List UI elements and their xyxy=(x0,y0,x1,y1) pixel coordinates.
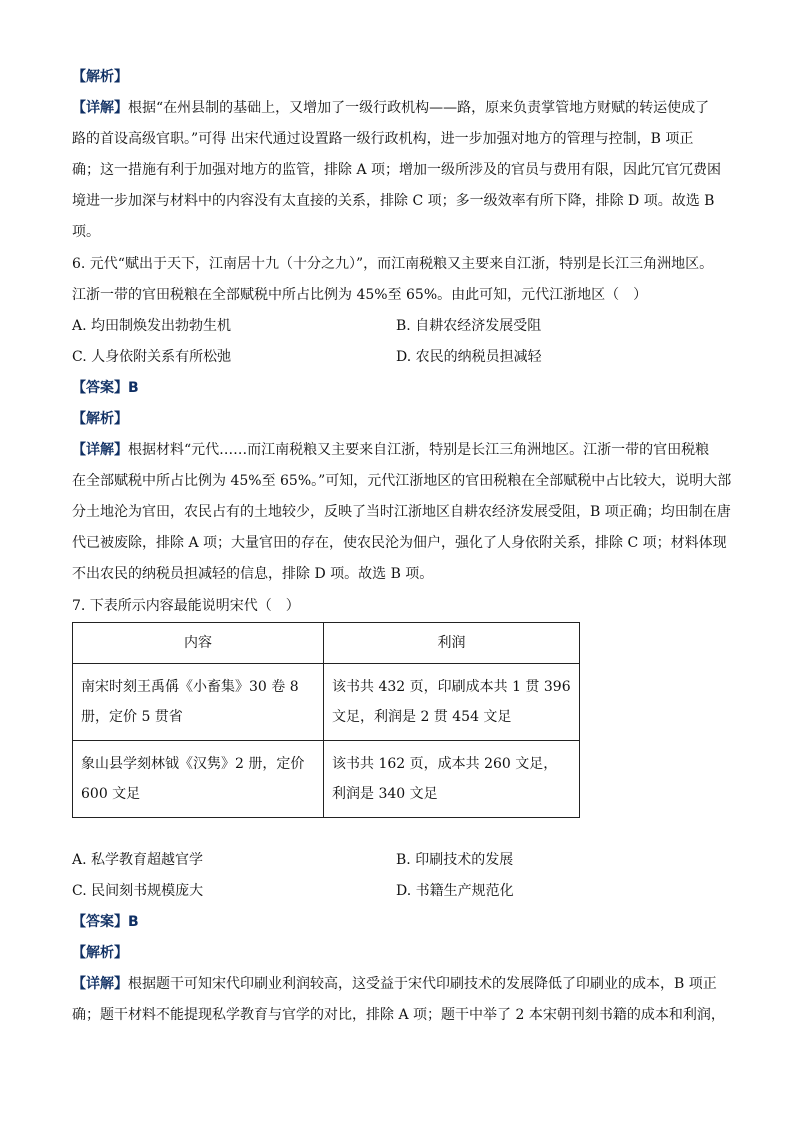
analysis-heading: 【解析】 xyxy=(72,69,128,85)
detail-line: 代已被废除，排除 A 项；大量官田的存在，使农民沦为佃户，强化了人身依附关系，排除 C 项；材料体现 xyxy=(72,535,727,551)
detail-paragraph-q7 xyxy=(72,974,717,994)
answer-q6: 【答案】B xyxy=(72,380,139,396)
detail-line: 路的首设高级官职。”可得 出宋代通过设置路一级行政机构，进一步加强对地方的管理与控制，B 项正 xyxy=(72,131,694,147)
question-6-stem: 6. 元代“赋出于天下，江南居十九（十分之九）”，而江南税粮又主要来自江浙，特别是长江三角洲地区。 xyxy=(72,256,714,272)
table-header-cell: 利润 xyxy=(324,623,580,664)
detail-line: 境进一步加深与材料中的内容没有太直接的关系，排除 C 项；多一级效率有所下降，排除 D 项。故选 B xyxy=(72,193,715,209)
detail-line: 在全部赋税中所占比例为 45%至 65%。”可知，元代江浙地区的官田税粮在全部赋税中占比较大，说明大部 xyxy=(72,473,732,489)
detail-paragraph-q5 xyxy=(72,98,709,118)
answer-q7: 【答案】B xyxy=(72,914,139,930)
q6-option-c: C. 人身依附关系有所松弛 xyxy=(72,349,232,365)
q7-option-a: A. 私学教育超越官学 xyxy=(72,852,204,868)
detail-tag: 【详解】 xyxy=(72,442,128,458)
detail-line: 不出农民的纳税员担减轻的信息，排除 D 项。故选 B 项。 xyxy=(72,566,434,582)
detail-line: 项。 xyxy=(72,224,100,240)
q6-option-d: D. 农民的纳税员担减轻 xyxy=(396,349,542,365)
table-row xyxy=(73,741,580,818)
detail-line: 分土地沦为官田，农民占有的土地较少，反映了当时江浙地区自耕农经济发展受阻，B 项正确；均田制在唐 xyxy=(72,504,731,520)
table-cell: 该书共 162 页，成本共 260 文足，利润是 340 文足 xyxy=(324,741,580,818)
question-7-stem: 7. 下表所示内容最能说明宋代（ ） xyxy=(72,598,300,614)
data-table xyxy=(72,622,580,818)
detail-paragraph-q6 xyxy=(72,440,709,460)
detail-tag: 【详解】 xyxy=(72,100,128,116)
table-cell: 该书共 432 页，印刷成本共 1 贯 396 文足，利润是 2 贯 454 文足 xyxy=(324,664,580,741)
q7-option-c: C. 民间刻书规模庞大 xyxy=(72,883,204,899)
detail-line: 确；题干材料不能提现私学教育与官学的对比，排除 A 项；题干中举了 2 本宋朝刊刻书籍的成本和利润， xyxy=(72,1007,725,1023)
detail-text: 根据“在州县制的基础上，又增加了一级行政机构——路，原来负责掌管地方财赋的转运使成了 xyxy=(128,100,710,116)
q7-option-d: D. 书籍生产规范化 xyxy=(396,883,514,899)
table-row xyxy=(73,664,580,741)
question-6-stem-2: 江浙一带的官田税粮在全部赋税中所占比例为 45%至 65%。由此可知，元代江浙地区（ ） xyxy=(72,287,648,303)
detail-text: 根据材料“元代……而江南税粮又主要来自江浙，特别是长江三角洲地区。江浙一带的官田税粮 xyxy=(128,442,710,458)
q7-option-b: B. 印刷技术的发展 xyxy=(396,852,514,868)
detail-tag: 【详解】 xyxy=(72,976,128,992)
table-header-cell: 内容 xyxy=(73,623,324,664)
analysis-heading-q7: 【解析】 xyxy=(72,945,128,961)
analysis-heading-q6: 【解析】 xyxy=(72,411,128,427)
table-cell: 象山县学刻林钺《汉隽》2 册，定价 600 文足 xyxy=(73,741,324,818)
q6-option-a: A. 均田制焕发出勃勃生机 xyxy=(72,318,232,334)
table-cell: 南宋时刻王禹偁《小畜集》30 卷 8 册，定价 5 贯省 xyxy=(73,664,324,741)
table-header-row xyxy=(73,623,580,664)
detail-text: 根据题干可知宋代印刷业利润较高，这受益于宋代印刷技术的发展降低了印刷业的成本，B 项正 xyxy=(128,976,717,992)
detail-line: 确；这一措施有利于加强对地方的监管，排除 A 项；增加一级所涉及的官员与费用有限，因此冗官冗费困 xyxy=(72,162,722,178)
q6-option-b: B. 自耕农经济发展受阻 xyxy=(396,318,542,334)
